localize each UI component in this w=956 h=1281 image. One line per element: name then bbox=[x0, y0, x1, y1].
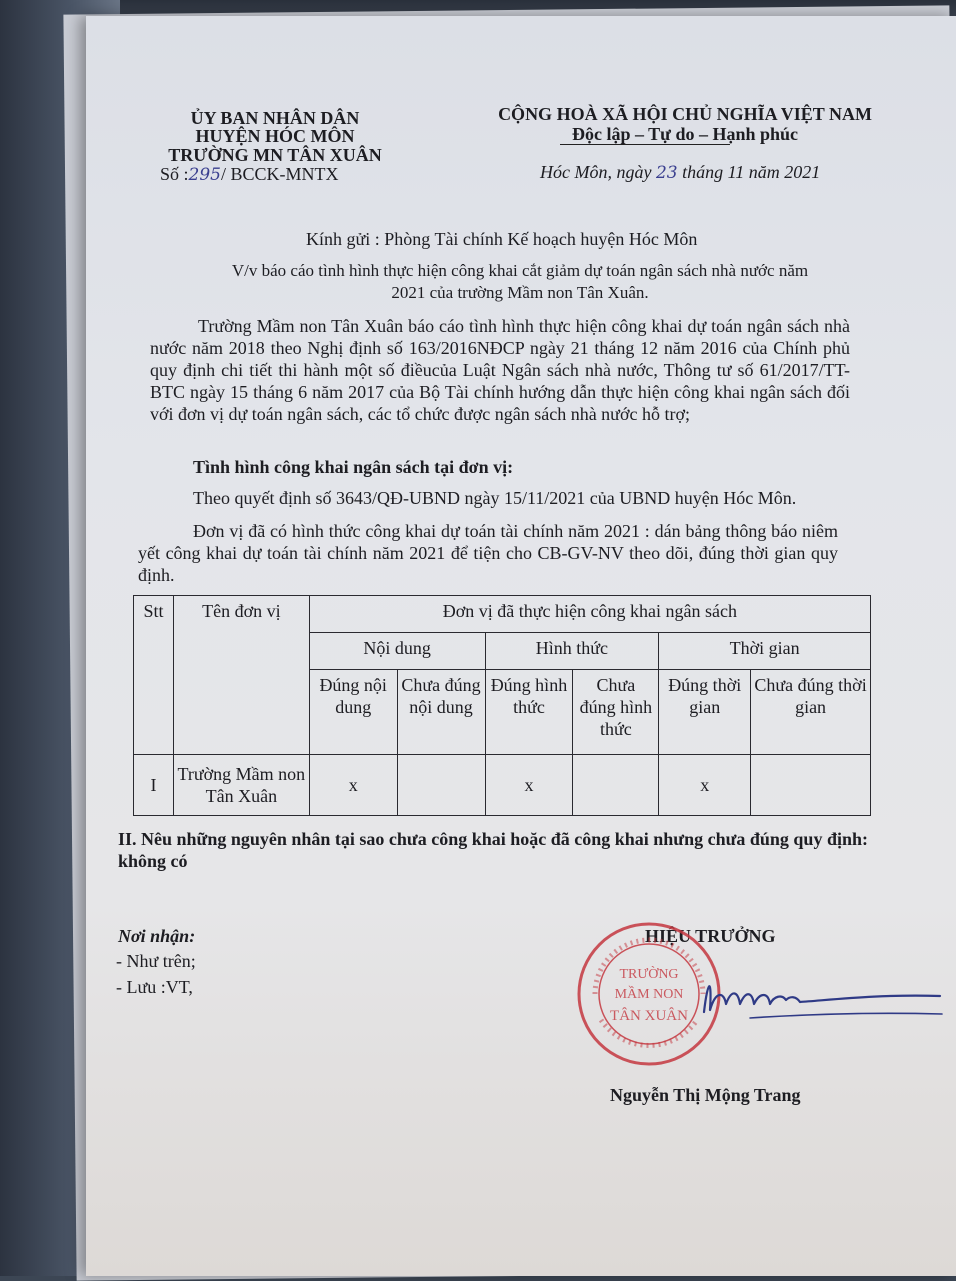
nation-title: CỘNG HOÀ XÃ HỘI CHỦ NGHĨA VIỆT NAM bbox=[498, 104, 872, 124]
doc-number-suffix: / BCCK-MNTX bbox=[220, 164, 339, 184]
header-group: Đơn vị đã thực hiện công khai ngân sách bbox=[309, 596, 870, 633]
subject-line-2: 2021 của trường Mầm non Tân Xuân. bbox=[391, 283, 649, 302]
stamp-inner-3: TÂN XUÂN bbox=[610, 1008, 688, 1024]
motto-underline bbox=[560, 144, 730, 145]
handwritten-signature bbox=[690, 970, 950, 1030]
cell-content-not bbox=[397, 755, 485, 816]
recipients-item-1: - Như trên; bbox=[116, 951, 196, 971]
body-paragraph-2: Theo quyết định số 3643/QĐ-UBND ngày 15/11/2021 của UBND huyện Hóc Môn. bbox=[193, 488, 797, 508]
report-table bbox=[133, 595, 871, 816]
header-form-ok: Đúng hình thức bbox=[485, 670, 573, 755]
doc-number-handwritten: 295 bbox=[188, 165, 221, 185]
section-2: II. Nêu những nguyên nhân tại sao chưa công khai hoặc đã công khai nhưng chưa đúng quy định: không có bbox=[118, 829, 868, 871]
header-time: Thời gian bbox=[659, 633, 871, 670]
body-paragraph-3: Đơn vị đã có hình thức công khai dự toán tài chính năm 2021 : dán bảng thông báo niêm yết công khai dự toán tài chính năm 2021 để tiện cho CB-GV-NV theo dõi, đúng thời gian quy định. bbox=[138, 521, 838, 585]
cell-stt: I bbox=[134, 755, 174, 816]
doc-number bbox=[160, 163, 338, 186]
header-time-ok: Đúng thời gian bbox=[659, 670, 751, 755]
section-1-title: Tình hình công khai ngân sách tại đơn vị: bbox=[193, 457, 514, 477]
header-time-not: Chưa đúng thời gian bbox=[751, 670, 871, 755]
recipients-title: Nơi nhận: bbox=[118, 926, 196, 946]
cell-time-not bbox=[751, 755, 871, 816]
subject-line-1: V/v báo cáo tình hình thực hiện công khai cắt giảm dự toán ngân sách nhà nước năm bbox=[231, 261, 809, 280]
header-content-not: Chưa đúng nội dung bbox=[397, 670, 485, 755]
org-line-3: TRƯỜNG MN TÂN XUÂN bbox=[168, 145, 382, 165]
cell-time-ok: x bbox=[659, 755, 751, 816]
date-prefix: Hóc Môn, ngày bbox=[540, 162, 652, 182]
recipient-line: Kính gửi : Phòng Tài chính Kế hoạch huyện Hóc Môn bbox=[306, 229, 698, 249]
header-form: Hình thức bbox=[485, 633, 659, 670]
stamp-inner-2: MẦM NON bbox=[614, 987, 684, 1002]
header-content: Nội dung bbox=[309, 633, 485, 670]
recipients-item-2: - Lưu :VT, bbox=[116, 977, 193, 997]
cell-unit-name: Trường Mầm non Tân Xuân bbox=[173, 755, 309, 816]
cell-content-ok: x bbox=[309, 755, 397, 816]
nation-motto: Độc lập – Tự do – Hạnh phúc bbox=[571, 124, 799, 144]
doc-number-prefix: Số : bbox=[160, 164, 189, 184]
stamp-inner-1: TRƯỜNG bbox=[619, 967, 679, 982]
table-row bbox=[134, 755, 871, 816]
date-suffix: tháng 11 năm 2021 bbox=[682, 162, 821, 182]
header-unit-name: Tên đơn vị bbox=[173, 596, 309, 755]
header-content-ok: Đúng nội dung bbox=[309, 670, 397, 755]
signer-title: HIỆU TRƯỞNG bbox=[645, 926, 776, 946]
org-line-2: HUYỆN HÓC MÔN bbox=[195, 126, 355, 146]
header-form-not: Chưa đúng hình thức bbox=[573, 670, 659, 755]
org-line-1: ỦY BAN NHÂN DÂN bbox=[190, 108, 360, 128]
signer-name: Nguyễn Thị Mộng Trang bbox=[610, 1085, 801, 1105]
date-day-handwritten: 23 bbox=[655, 163, 678, 183]
cell-form-not bbox=[573, 755, 659, 816]
body-paragraph-1: Trường Mầm non Tân Xuân báo cáo tình hình thực hiện công khai dự toán ngân sách nhà nước năm 2018 theo Nghị định số 163/2016NĐCP ngày 21 tháng 12 năm 2016 của Chính phủ quy định chi tiết thi hành một số điềucủa Luật Ngân sách nhà nước, Thông tư số 61/2017/TT-BTC ngày 15 tháng 6 năm 2017 của Bộ Tài chính hướng dẫn thực hiện công khai ngân sách đối với đơn vị dự toán ngân sách, các tổ chức được ngân sách nhà nước hỗ trợ; bbox=[150, 316, 850, 424]
date-line bbox=[540, 161, 820, 184]
cell-form-ok: x bbox=[485, 755, 573, 816]
header-stt: Stt bbox=[134, 596, 174, 755]
